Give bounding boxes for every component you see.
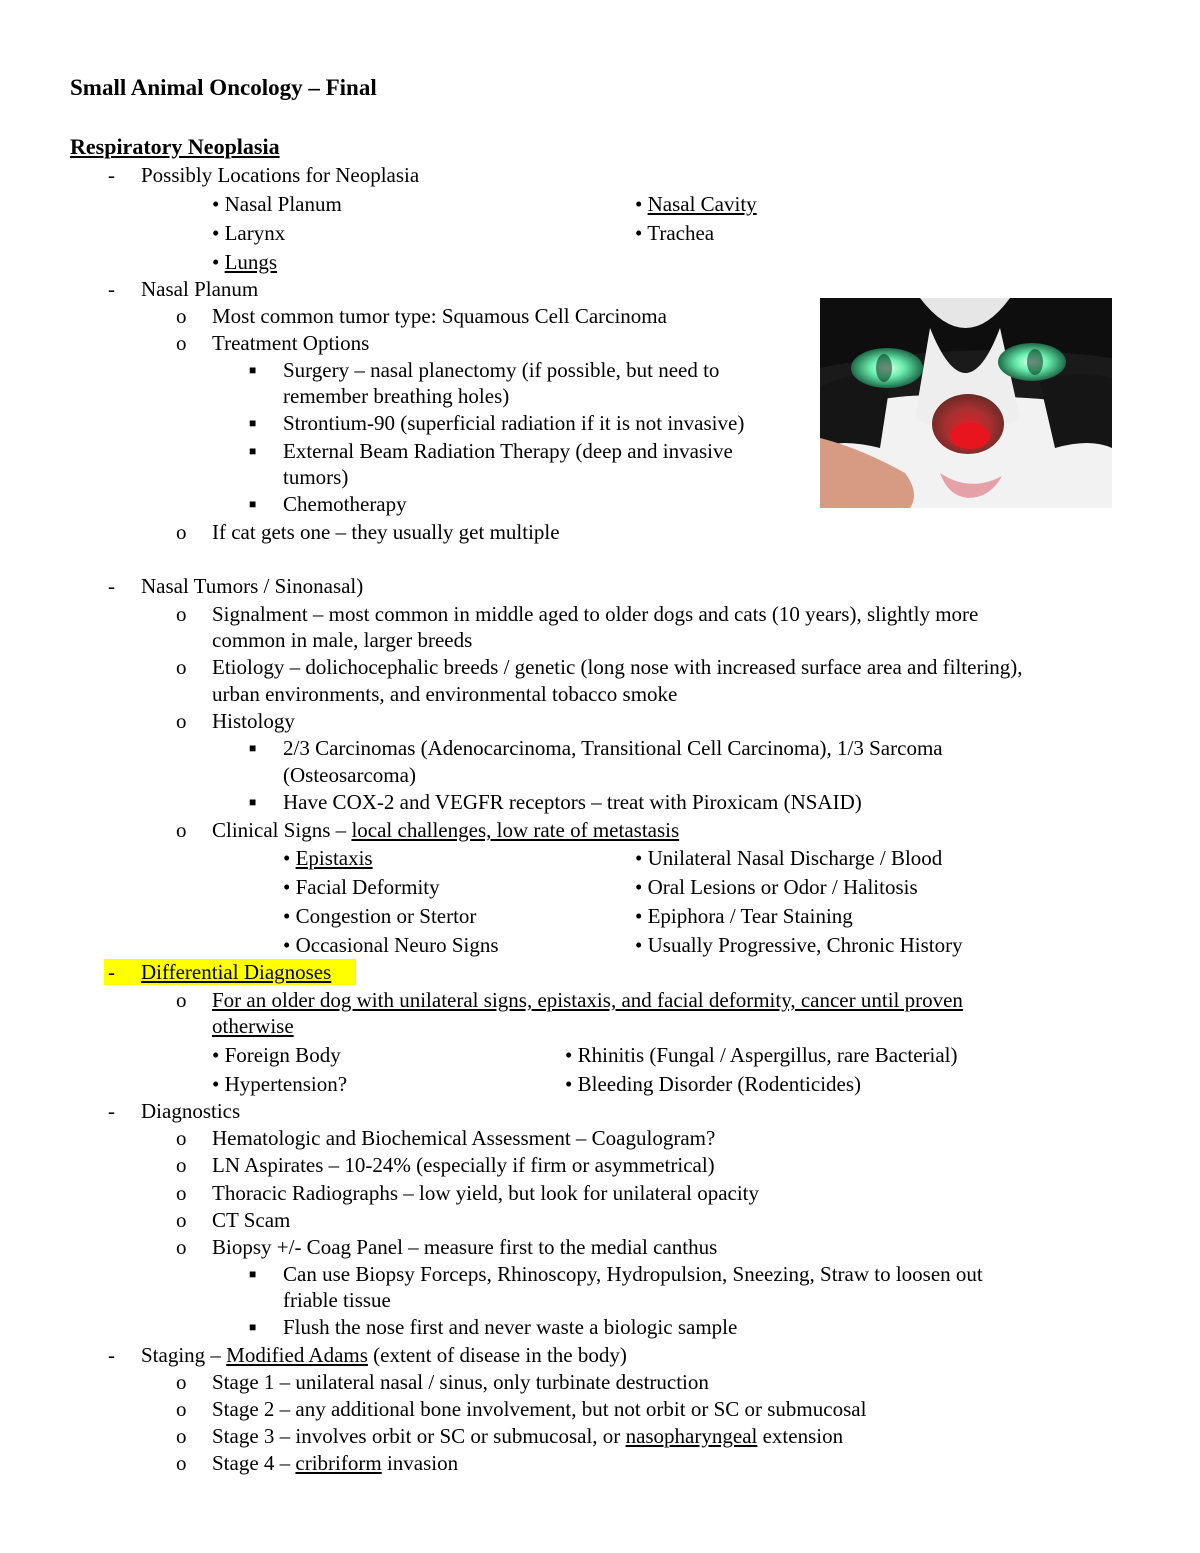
list-item: • Nasal Cavity — [635, 192, 757, 216]
o-bullet: o — [176, 709, 187, 733]
sub-bullet-text: Hematologic and Biochemical Assessment – Coagulogram? — [212, 1126, 716, 1150]
list-item: • Oral Lesions or Odor / Halitosis — [635, 875, 918, 899]
dash-bullet: - — [108, 163, 115, 187]
dash-bullet: - — [108, 574, 115, 598]
dash-bullet: - — [108, 277, 115, 301]
o-bullet: o — [176, 655, 187, 679]
square-bullet: ■ — [249, 795, 257, 809]
sub-bullet-text: Stage 3 – involves orbit or SC or submucosal, or nasopharyngeal extension — [212, 1424, 844, 1448]
square-bullet: ■ — [249, 444, 257, 458]
item-text: 2/3 Carcinomas (Adenocarcinoma, Transitional Cell Carcinoma), 1/3 Sarcoma — [283, 736, 943, 760]
sub-bullet-text: Signalment – most common in middle aged to older dogs and cats (10 years), slightly more — [212, 602, 979, 626]
o-bullet: o — [176, 1451, 187, 1475]
sub-bullet-text: Biopsy +/- Coag Panel – measure first to the medial canthus — [212, 1235, 718, 1259]
item-text: tumors) — [283, 465, 349, 489]
section-heading: Respiratory Neoplasia — [70, 134, 280, 159]
square-bullet: ■ — [249, 1320, 257, 1334]
list-item: • Facial Deformity — [283, 875, 440, 899]
sub-bullet-text: Stage 2 – any additional bone involvement, but not orbit or SC or submucosal — [212, 1397, 867, 1421]
o-bullet: o — [176, 1126, 187, 1150]
o-bullet: o — [176, 1235, 187, 1259]
list-item: • Epiphora / Tear Staining — [635, 904, 853, 928]
o-bullet: o — [176, 818, 187, 842]
square-bullet: ■ — [249, 416, 257, 430]
item-text: External Beam Radiation Therapy (deep and invasive — [283, 439, 733, 463]
item-text: Can use Biopsy Forceps, Rhinoscopy, Hydropulsion, Sneezing, Straw to loosen out — [283, 1262, 983, 1286]
square-bullet: ■ — [249, 741, 257, 755]
list-item: • Lungs — [212, 250, 278, 274]
bullet-text: Possibly Locations for Neoplasia — [141, 163, 420, 187]
dash-bullet: - — [108, 960, 115, 984]
list-item: • Usually Progressive, Chronic History — [635, 933, 963, 957]
bullet-text: Nasal Planum — [141, 277, 259, 301]
cat-nasal-tumor-photo — [820, 298, 1112, 508]
bullet-text: Staging – Modified Adams (extent of disease in the body) — [141, 1343, 627, 1367]
item-text: Flush the nose first and never waste a biologic sample — [283, 1315, 738, 1339]
sub-bullet-text: CT Scam — [212, 1208, 291, 1232]
sub-bullet-text: Clinical Signs – local challenges, low rate of metastasis — [212, 818, 680, 842]
item-text: remember breathing holes) — [283, 384, 510, 408]
list-item: • Unilateral Nasal Discharge / Blood — [635, 846, 943, 870]
item-text: friable tissue — [283, 1288, 391, 1312]
sub-bullet-text: urban environments, and environmental tobacco smoke — [212, 682, 678, 706]
list-item: • Bleeding Disorder (Rodenticides) — [565, 1072, 862, 1096]
list-item: • Rhinitis (Fungal / Aspergillus, rare Bacterial) — [565, 1043, 958, 1067]
item-text: Strontium-90 (superficial radiation if it is not invasive) — [283, 411, 745, 435]
o-bullet: o — [176, 331, 187, 355]
list-item: • Epistaxis — [283, 846, 373, 870]
list-item: • Trachea — [635, 221, 715, 245]
list-item: • Larynx — [212, 221, 286, 245]
square-bullet: ■ — [249, 497, 257, 511]
bullet-text: Differential Diagnoses — [141, 960, 332, 984]
item-text: Surgery – nasal planectomy (if possible, but need to — [283, 358, 720, 382]
sub-bullet-text: common in male, larger breeds — [212, 628, 473, 652]
sub-bullet-text: Treatment Options — [212, 331, 370, 355]
o-bullet: o — [176, 1153, 187, 1177]
o-bullet: o — [176, 1181, 187, 1205]
o-bullet: o — [176, 1208, 187, 1232]
list-item: • Foreign Body — [212, 1043, 341, 1067]
dash-bullet: - — [108, 1343, 115, 1367]
item-text: (Osteosarcoma) — [283, 763, 416, 787]
item-text: Chemotherapy — [283, 492, 407, 516]
sub-bullet-text: Most common tumor type: Squamous Cell Carcinoma — [212, 304, 667, 328]
list-item: • Congestion or Stertor — [283, 904, 477, 928]
sub-bullet-text: For an older dog with unilateral signs, epistaxis, and facial deformity, cancer until proven — [212, 988, 963, 1012]
o-bullet: o — [176, 1397, 187, 1421]
bullet-text: Nasal Tumors / Sinonasal) — [141, 574, 364, 598]
sub-bullet-text: otherwise — [212, 1014, 294, 1038]
sub-bullet-text: Thoracic Radiographs – low yield, but look for unilateral opacity — [212, 1181, 760, 1205]
square-bullet: ■ — [249, 363, 257, 377]
list-item: • Hypertension? — [212, 1072, 348, 1096]
sub-bullet-text: Stage 4 – cribriform invasion — [212, 1451, 459, 1475]
dash-bullet: - — [108, 1099, 115, 1123]
list-item: • Nasal Planum — [212, 192, 342, 216]
o-bullet: o — [176, 520, 187, 544]
o-bullet: o — [176, 1424, 187, 1448]
item-text: Have COX-2 and VEGFR receptors – treat with Piroxicam (NSAID) — [283, 790, 862, 814]
o-bullet: o — [176, 304, 187, 328]
sub-bullet-text: LN Aspirates – 10-24% (especially if firm or asymmetrical) — [212, 1153, 715, 1177]
square-bullet: ■ — [249, 1267, 257, 1281]
o-bullet: o — [176, 1370, 187, 1394]
sub-bullet-text: Histology — [212, 709, 295, 733]
sub-bullet-text: If cat gets one – they usually get multiple — [212, 520, 560, 544]
o-bullet: o — [176, 602, 187, 626]
list-item: • Occasional Neuro Signs — [283, 933, 499, 957]
bullet-text: Diagnostics — [141, 1099, 241, 1123]
o-bullet: o — [176, 988, 187, 1012]
sub-bullet-text: Etiology – dolichocephalic breeds / genetic (long nose with increased surface area and filtering), — [212, 655, 1023, 679]
sub-bullet-text: Stage 1 – unilateral nasal / sinus, only turbinate destruction — [212, 1370, 709, 1394]
document-title: Small Animal Oncology – Final — [70, 75, 377, 100]
